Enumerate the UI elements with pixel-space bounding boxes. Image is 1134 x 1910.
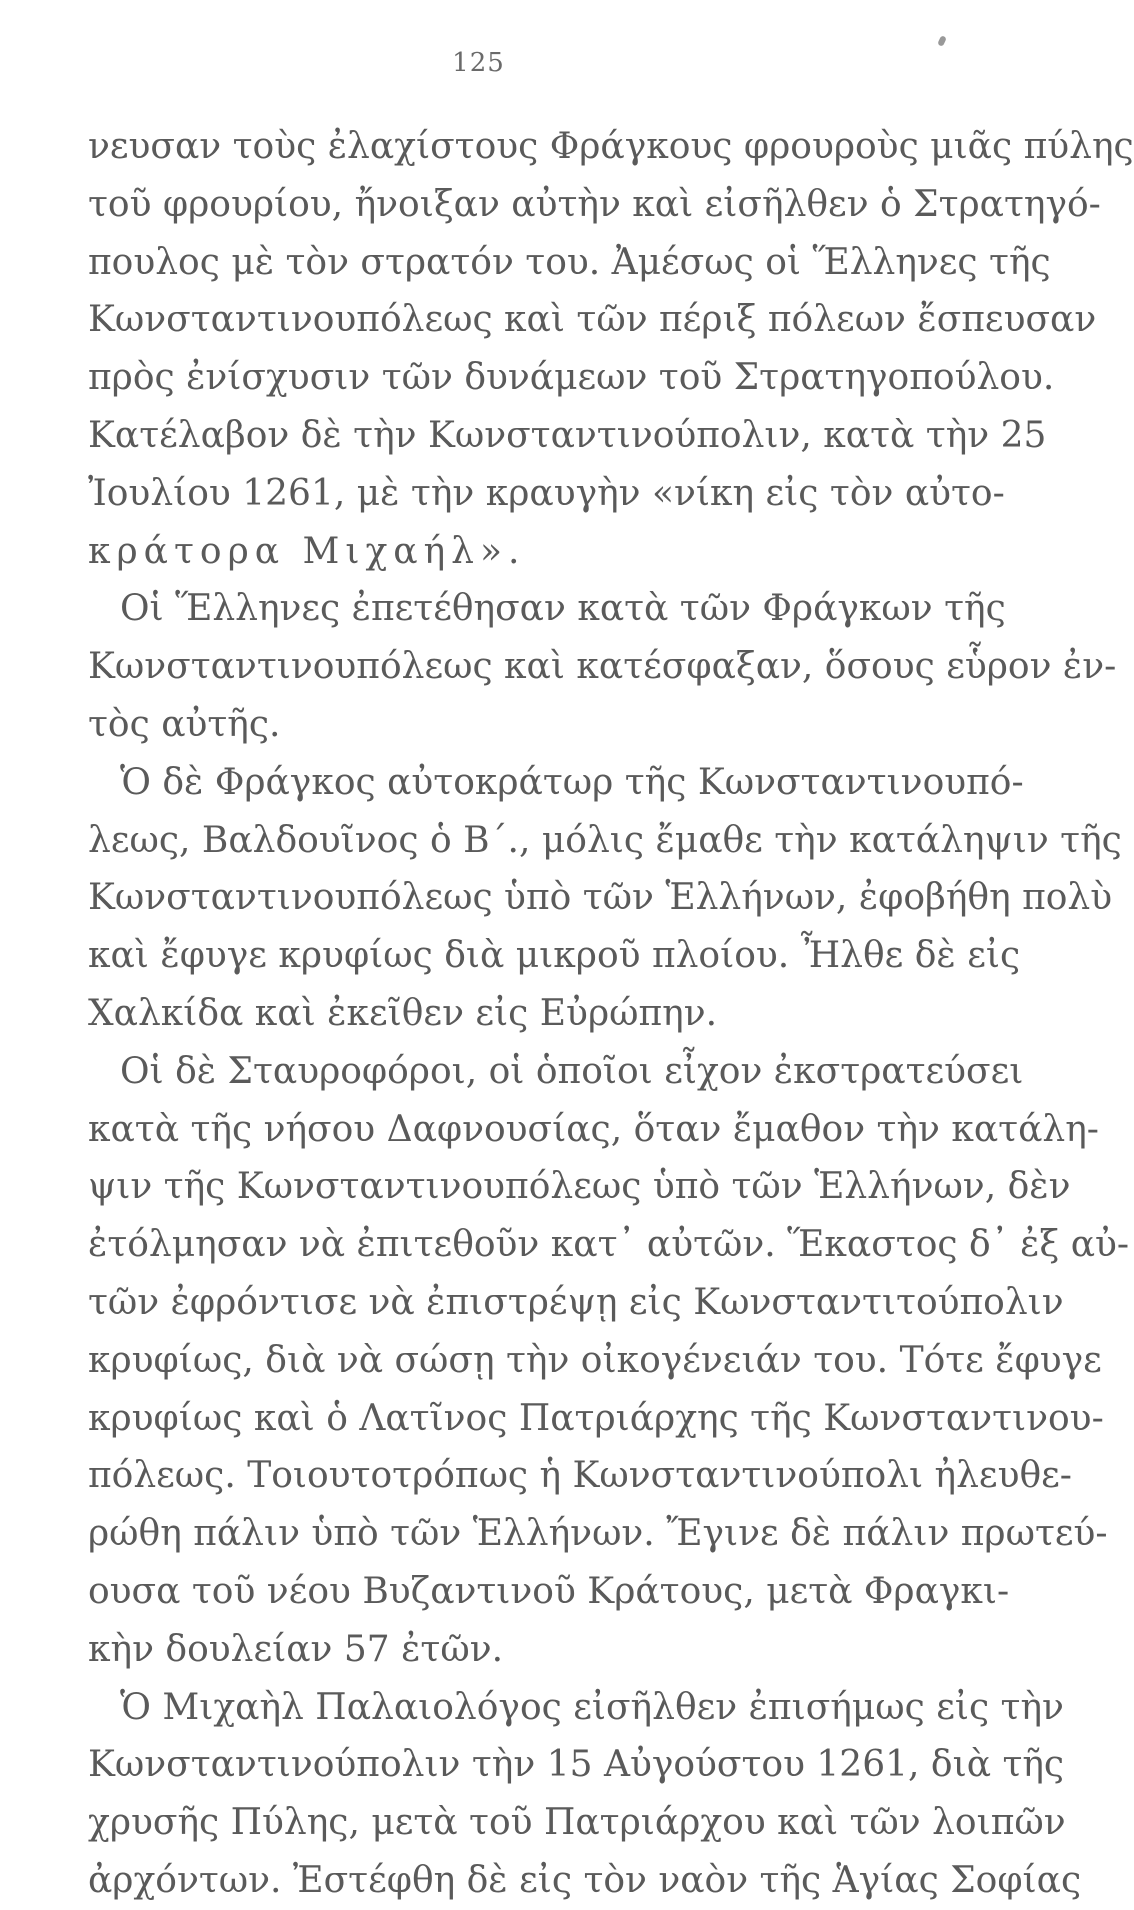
text-line: ἐτόλμησαν νὰ ἐπιτεθοῦν κατ᾽ αὐτῶν. Ἕκαστος δ᾽ ἐξ αὐ- [88, 1224, 1130, 1266]
text-line: πόλεως. Τοιουτοτρόπως ἡ Κωνσταντινούπολι ἠλευθε- [88, 1455, 1072, 1497]
page-blemish [937, 35, 947, 47]
text-line: Ἰουλίου 1261, μὲ τὴν κραυγὴν «νίκη εἰς τὸν αὐτο- [88, 472, 1005, 514]
text-line: ἀρχόντων. Ἐστέφθη δὲ εἰς τὸν ναὸν τῆς Ἁγίας Σοφίας [88, 1859, 1082, 1901]
text-line: τῶν ἐφρόντισε νὰ ἐπιστρέψῃ εἰς Κωνσταντιτούπολιν [88, 1281, 1064, 1323]
text-line: ουσα τοῦ νέου Βυζαντινοῦ Κράτους, μετὰ Φραγκι- [88, 1570, 1010, 1612]
text-line: Χαλκίδα καὶ ἐκεῖθεν εἰς Εὐρώπην. [88, 992, 718, 1034]
text-line: κὴν δουλείαν 57 ἐτῶν. [88, 1628, 504, 1670]
text-line: καὶ ἔφυγε κρυφίως διὰ μικροῦ πλοίου. Ἦλθε δὲ εἰς [88, 935, 1021, 977]
text-line: Οἱ Ἕλληνες ἐπετέθησαν κατὰ τῶν Φράγκων τῆς [120, 588, 1006, 630]
text-line: πρὸς ἐνίσχυσιν τῶν δυνάμεων τοῦ Στρατηγοπούλου. [88, 357, 1055, 399]
text-line: Οἱ δὲ Σταυροφόροι, οἱ ὁποῖοι εἶχον ἐκστρατεύσει [120, 1050, 1024, 1092]
text-line: κρυφίως καὶ ὁ Λατῖνος Πατριάρχης τῆς Κωνσταντινου- [88, 1397, 1104, 1439]
text-line: κρυφίως, διὰ νὰ σώσῃ τὴν οἰκογένειάν του. Τότε ἔφυγε [88, 1339, 1102, 1381]
text-line: νευσαν τοὺς ἐλαχίστους Φράγκους φρουροὺς μιᾶς πύλης [88, 126, 1134, 167]
body-text [88, 118, 1134, 1910]
text-line: χρυσῆς Πύλης, μετὰ τοῦ Πατριάρχου καὶ τῶν λοιπῶν [88, 1802, 1066, 1844]
text-line: ψιν τῆς Κωνσταντινουπόλεως ὑπὸ τῶν Ἑλλήνων, δὲν [88, 1166, 1071, 1208]
text-line: Κωνσταντινουπόλεως καὶ κατέσφαξαν, ὅσους εὗρον ἐν- [88, 646, 1117, 688]
text-line: Κατέλαβον δὲ τὴν Κωνσταντινούπολιν, κατὰ τὴν 25 [88, 414, 1047, 456]
text-line: Κωνσταντινούπολιν τὴν 15 Αὐγούστου 1261, διὰ τῆς [88, 1744, 1065, 1786]
text-line: κράτορα Μιχαήλ». [88, 530, 526, 572]
text-line: ρώθη πάλιν ὑπὸ τῶν Ἑλλήνων. Ἔγινε δὲ πάλιν πρωτεύ- [88, 1513, 1108, 1555]
text-line: λεως, Βαλδουῖνος ὁ Β΄., μόλις ἔμαθε τὴν κατάληψιν τῆς [88, 819, 1122, 861]
text-line: Ὁ δὲ Φράγκος αὐτοκράτωρ τῆς Κωνσταντινουπό- [120, 761, 1024, 803]
text-line: πουλος μὲ τὸν στρατόν του. Ἀμέσως οἱ Ἕλληνες τῆς [88, 241, 1051, 283]
text-line: Κωνσταντινουπόλεως ὑπὸ τῶν Ἑλλήνων, ἐφοβήθη πολὺ [88, 877, 1113, 919]
text-line: κατὰ τῆς νήσου Δαφνουσίας, ὅταν ἔμαθον τὴν κατάλη- [88, 1108, 1099, 1150]
text-line: τοῦ φρουρίου, ἤνοιξαν αὐτὴν καὶ εἰσῆλθεν ὁ Στρατηγό- [88, 183, 1101, 225]
text-line: τὸς αὐτῆς. [88, 703, 281, 745]
page-number: 125 [452, 48, 505, 78]
text-line: Κωνσταντινουπόλεως καὶ τῶν πέριξ πόλεων ἔσπευσαν [88, 299, 1097, 341]
text-line: Ὁ Μιχαὴλ Παλαιολόγος εἰσῆλθεν ἐπισήμως εἰς τὴν [120, 1686, 1064, 1728]
